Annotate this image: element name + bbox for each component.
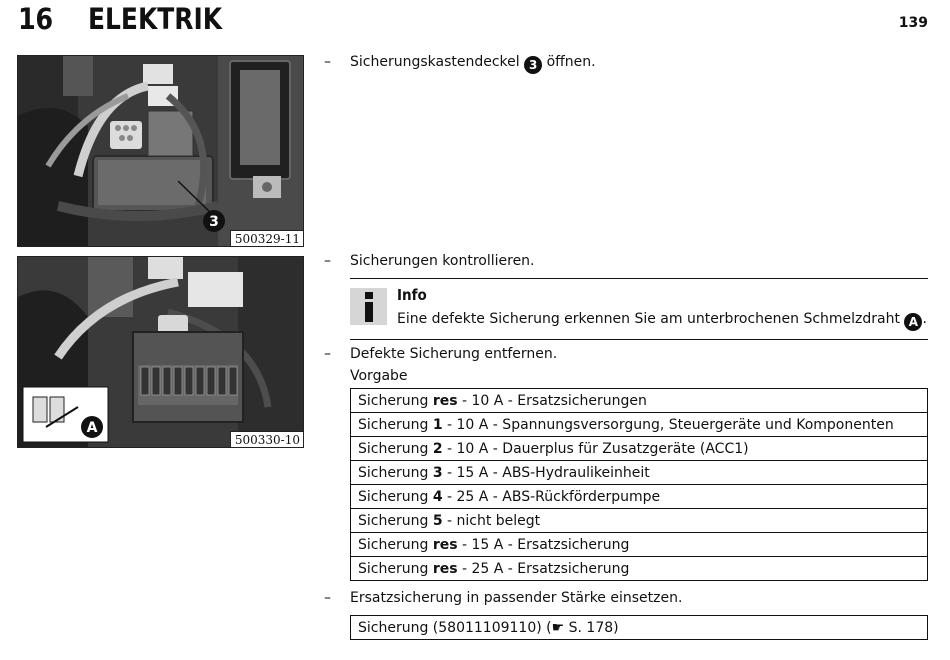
table-cell [351, 616, 928, 640]
info-text [397, 311, 927, 331]
step-open-cover [324, 53, 596, 74]
table-row [351, 616, 928, 640]
step-text-end: öffnen. [546, 54, 596, 70]
table-cell: Sicherung 3 - 15 A - ABS-Hydraulikeinheit [351, 461, 928, 485]
table-row [351, 389, 928, 413]
step-dash: – [324, 590, 331, 606]
table-row [351, 413, 928, 437]
table-row [351, 557, 928, 581]
table-row [351, 509, 928, 533]
step-text: Ersatzsicherung in passender Stärke einsetzen. [350, 590, 683, 606]
chapter-title: ELEKTRIK [88, 2, 223, 36]
table-row [351, 533, 928, 557]
step-remove-fuse [324, 345, 557, 363]
figure-id: 500329-11 [230, 230, 303, 246]
step-dash: – [324, 54, 331, 70]
photo-callout-3: 3 [209, 214, 219, 230]
step-text: Sicherungskastendeckel [350, 54, 520, 70]
info-sentence: Eine defekte Sicherung erkennen Sie am unterbrochenen Schmelzdraht [397, 311, 900, 327]
info-box [350, 278, 928, 340]
table-cell: Sicherung res - 25 A - Ersatzsicherung [351, 557, 928, 581]
photo-fuse-box-open [17, 256, 304, 448]
info-icon [350, 288, 387, 325]
table-cell: Sicherung 1 - 10 A - Spannungsversorgung, Steuergeräte und Komponenten [351, 413, 928, 437]
table-cell: Sicherung 2 - 10 A - Dauerplus für Zusatzgeräte (ACC1) [351, 437, 928, 461]
part-number-table [350, 615, 928, 640]
info-title: Info [397, 286, 427, 304]
step-text: Defekte Sicherung entfernen. [350, 346, 558, 362]
table-cell: Sicherung 4 - 25 A - ABS-Rückförderpumpe [351, 485, 928, 509]
step-check-fuses [324, 252, 535, 270]
table-cell: Sicherung res - 15 A - Ersatzsicherung [351, 533, 928, 557]
step-insert-spare [324, 589, 682, 607]
part-text: Sicherung (58011109110) ( [358, 619, 552, 636]
engine-bay-photo-1 [18, 56, 303, 246]
table-row [351, 485, 928, 509]
figure-id: 500330-10 [230, 431, 303, 447]
pointing-hand-icon[interactable]: ☛ [551, 619, 565, 636]
table-row [351, 437, 928, 461]
page-number: 139 [898, 15, 928, 31]
info-period: . [922, 311, 927, 327]
chapter-number: 16 [18, 2, 53, 36]
step-dash: – [324, 253, 331, 269]
photo-callout-A: A [86, 420, 98, 436]
engine-bay-photo-2 [18, 257, 303, 447]
step-text: Sicherungen kontrollieren. [350, 253, 535, 269]
callout-A: A [904, 313, 922, 331]
page-reference-link[interactable]: S. 178) [564, 619, 619, 636]
photo-fuse-box-cover [17, 55, 304, 247]
table-cell: Sicherung res - 10 A - Ersatzsicherungen [351, 389, 928, 413]
vorgabe-label: Vorgabe [350, 368, 408, 384]
table-cell: Sicherung 5 - nicht belegt [351, 509, 928, 533]
callout-3: 3 [524, 56, 542, 74]
step-dash: – [324, 346, 331, 362]
fuse-spec-table [350, 388, 928, 581]
table-row [351, 461, 928, 485]
